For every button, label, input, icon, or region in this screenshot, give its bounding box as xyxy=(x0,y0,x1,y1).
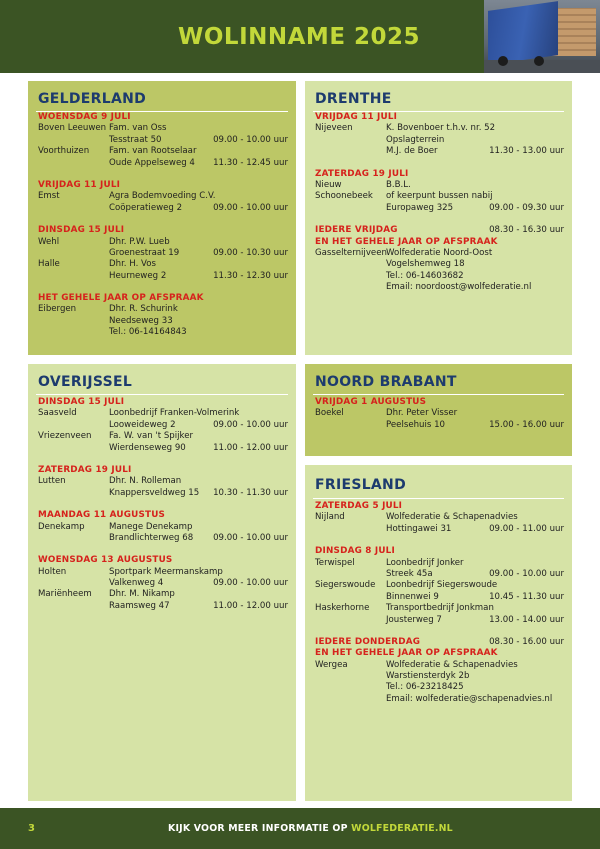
place-name: Wergea xyxy=(315,659,348,670)
address: Agra Bodemvoeding C.V. xyxy=(109,191,216,202)
place-name: Nieuw xyxy=(315,179,342,190)
day-header xyxy=(315,546,564,557)
list-item xyxy=(38,327,288,338)
address: Wierdenseweg 90 xyxy=(109,442,186,453)
day-header xyxy=(38,555,288,566)
collection-time: 09.00 - 10.00 uur xyxy=(489,568,564,579)
day-header xyxy=(315,637,564,648)
day-label: ZATERDAG 5 JULI xyxy=(315,501,403,511)
list-item xyxy=(38,237,288,248)
address: Loonbedrijf Siegerswoude xyxy=(386,580,498,591)
page-footer xyxy=(0,808,600,849)
address: Wolfederatie & Schapenadvies xyxy=(386,659,518,670)
address: Wolfederatie Noord-Oost xyxy=(386,247,493,258)
collection-time: 08.30 - 16.00 uur xyxy=(489,636,564,647)
list-item xyxy=(315,259,564,270)
list-item xyxy=(315,660,564,671)
day-label: VRIJDAG 11 JULI xyxy=(315,112,398,122)
address: Fa. W. van 't Spijker xyxy=(109,431,194,442)
list-item xyxy=(38,476,288,487)
website-link[interactable]: WOLFEDERATIE.NL xyxy=(351,823,453,834)
address: Fam. van Oss xyxy=(109,123,167,134)
day-label: ZATERDAG 19 JULI xyxy=(315,168,409,179)
place-name: Mariënheem xyxy=(38,589,92,600)
collection-time: 09.00 - 10.00 uur xyxy=(213,134,288,145)
address: Groenestraat 19 xyxy=(109,247,180,258)
list-item xyxy=(315,512,564,523)
list-item xyxy=(38,601,288,612)
truck-trailer xyxy=(488,1,558,65)
day-header xyxy=(315,397,564,408)
address: K. Bovenboer t.h.v. nr. 52 xyxy=(386,123,496,134)
region-title: NOORD BRABANT xyxy=(315,374,457,390)
spacer xyxy=(38,499,288,510)
address: Peelsehuis 10 xyxy=(386,419,446,430)
place-name: Denekamp xyxy=(38,521,85,532)
day-header xyxy=(38,180,288,191)
spacer xyxy=(38,544,288,555)
place-name: Holten xyxy=(38,566,67,577)
collection-time: 09.00 - 10.00 uur xyxy=(213,578,288,589)
collection-time: 09.00 - 10.00 uur xyxy=(213,202,288,213)
list-item xyxy=(38,304,288,315)
spacer xyxy=(38,169,288,180)
day-header xyxy=(315,648,564,659)
panel-gelderland xyxy=(28,81,296,355)
collection-time: 09.00 - 10.00 uur xyxy=(213,532,288,543)
list-item xyxy=(315,420,564,431)
divider xyxy=(313,394,564,395)
collection-time: 11.00 - 12.00 uur xyxy=(213,442,288,453)
list-item xyxy=(38,408,288,419)
address: Sportpark Meermanskamp xyxy=(109,566,223,577)
address: Tel.: 06-14164843 xyxy=(109,327,187,338)
address: Vogelshemweg 18 xyxy=(386,259,465,270)
address: Warstiensterdyk 2b xyxy=(386,671,470,682)
collection-time: 10.45 - 11.30 uur xyxy=(489,591,564,602)
region-title: FRIESLAND xyxy=(315,477,406,493)
day-header xyxy=(38,293,288,304)
place-name: Nijland xyxy=(315,512,345,523)
list-item xyxy=(315,603,564,614)
address: Tel.: 06-14603682 xyxy=(386,270,464,281)
address: Opslagterrein xyxy=(386,134,445,145)
spacer xyxy=(315,535,564,546)
day-label: ZATERDAG 19 JULI xyxy=(38,464,132,475)
address: Loonbedrijf Franken-Volmerink xyxy=(109,408,240,419)
collection-time: 10.30 - 11.30 uur xyxy=(213,487,288,498)
day-header xyxy=(38,112,288,123)
address: Tesstraat 50 xyxy=(109,134,162,145)
panel-drenthe xyxy=(305,81,572,355)
place-name: Boven Leeuwen xyxy=(38,123,107,134)
collection-time: 09.00 - 11.00 uur xyxy=(489,523,564,534)
region-schedule xyxy=(38,112,288,339)
list-item xyxy=(38,567,288,578)
place-name: Schoonebeek xyxy=(315,191,373,202)
list-item xyxy=(38,135,288,146)
list-item xyxy=(38,522,288,533)
list-item xyxy=(315,615,564,626)
day-label: VRIJDAG 11 JULI xyxy=(38,179,121,190)
day-header xyxy=(315,169,564,180)
place-name: Eibergen xyxy=(38,304,77,315)
spacer xyxy=(38,214,288,225)
address: Email: wolfederatie@schapenadvies.nl xyxy=(386,693,553,704)
day-label: DINSDAG 15 JULI xyxy=(38,225,125,236)
page-number: 3 xyxy=(28,823,35,834)
list-item xyxy=(38,578,288,589)
address: Coöperatieweg 2 xyxy=(109,202,183,213)
collection-time: 08.30 - 16.30 uur xyxy=(489,225,564,236)
address: Transportbedrijf Jonkman xyxy=(386,603,494,614)
place-name: Voorthuizen xyxy=(38,146,90,157)
list-item xyxy=(315,524,564,535)
address: Jousterweg 7 xyxy=(386,614,442,625)
region-title: OVERIJSSEL xyxy=(38,374,133,390)
footer-text xyxy=(168,823,453,834)
truck-photo xyxy=(484,0,600,73)
day-label: DINSDAG 8 JULI xyxy=(315,546,395,557)
list-item xyxy=(38,420,288,431)
list-item xyxy=(315,146,564,157)
day-header xyxy=(315,225,564,236)
spacer xyxy=(315,214,564,225)
address: Hottingawei 31 xyxy=(386,523,452,534)
address: Manege Denekamp xyxy=(109,521,193,532)
address: Dhr. Peter Visser xyxy=(386,408,458,419)
list-item xyxy=(38,146,288,157)
day-label: DINSDAG 15 JULI xyxy=(38,397,125,407)
list-item xyxy=(38,123,288,134)
address: Fam. van Rootselaar xyxy=(109,146,197,157)
address: Binnenwei 9 xyxy=(386,591,439,602)
list-item xyxy=(38,158,288,169)
list-item xyxy=(38,533,288,544)
page-header xyxy=(0,0,600,73)
list-item xyxy=(315,135,564,146)
spacer xyxy=(38,454,288,465)
address: Needseweg 33 xyxy=(109,315,173,326)
collection-time: 13.00 - 14.00 uur xyxy=(489,614,564,625)
list-item xyxy=(315,191,564,202)
collection-time: 09.00 - 10.30 uur xyxy=(213,247,288,258)
truck-wheel xyxy=(498,56,508,66)
address: Looweideweg 2 xyxy=(109,419,176,430)
list-item xyxy=(38,271,288,282)
list-item xyxy=(315,180,564,191)
list-item xyxy=(38,259,288,270)
place-name: Terwispel xyxy=(315,557,355,568)
address: Europaweg 325 xyxy=(386,202,454,213)
place-name: Lutten xyxy=(38,476,66,487)
day-header xyxy=(315,112,564,123)
panel-overijssel xyxy=(28,364,296,801)
footer-info-text: KIJK VOOR MEER INFORMATIE OP xyxy=(168,823,352,834)
address: Dhr. M. Nikamp xyxy=(109,589,175,600)
collection-time: 11.30 - 12.30 uur xyxy=(213,270,288,281)
list-item xyxy=(315,408,564,419)
region-schedule xyxy=(315,112,564,293)
address: of keerpunt bussen nabij xyxy=(386,191,493,202)
list-item xyxy=(38,443,288,454)
list-item xyxy=(315,580,564,591)
day-header xyxy=(315,237,564,248)
collection-time: 09.00 - 10.00 uur xyxy=(213,419,288,430)
divider xyxy=(313,498,564,499)
list-item xyxy=(38,203,288,214)
list-item xyxy=(38,316,288,327)
list-item xyxy=(38,248,288,259)
day-label: HET GEHELE JAAR OP AFSPRAAK xyxy=(38,293,204,304)
address: Wolfederatie & Schapenadvies xyxy=(386,512,518,523)
address: Streek 45a xyxy=(386,568,433,579)
place-name: Saasveld xyxy=(38,408,77,419)
collection-time: 15.00 - 16.00 uur xyxy=(489,419,564,430)
list-item xyxy=(315,671,564,682)
day-header xyxy=(38,510,288,521)
day-label: IEDERE VRIJDAG xyxy=(315,225,398,236)
address: Dhr. R. Schurink xyxy=(109,304,178,315)
list-item xyxy=(315,682,564,693)
region-title: GELDERLAND xyxy=(38,91,147,107)
address: Raamsweg 47 xyxy=(109,600,170,611)
list-item xyxy=(315,558,564,569)
panel-noord-brabant xyxy=(305,364,572,456)
spacer xyxy=(38,282,288,293)
address: Dhr. H. Vos xyxy=(109,259,156,270)
day-header xyxy=(38,397,288,408)
list-item xyxy=(315,203,564,214)
place-name: Boekel xyxy=(315,408,344,419)
list-item xyxy=(315,123,564,134)
region-title: DRENTHE xyxy=(315,91,392,107)
day-header xyxy=(38,225,288,236)
collection-time: 11.00 - 12.00 uur xyxy=(213,600,288,611)
panel-friesland xyxy=(305,465,572,801)
list-item xyxy=(315,569,564,580)
list-item xyxy=(315,282,564,293)
place-name: Halle xyxy=(38,259,60,270)
day-label: IEDERE DONDERDAG xyxy=(315,636,421,647)
day-label: EN HET GEHELE JAAR OP AFSPRAAK xyxy=(315,648,498,659)
list-item xyxy=(315,248,564,259)
divider xyxy=(36,394,288,395)
list-item xyxy=(38,488,288,499)
address: Valkenweg 4 xyxy=(109,578,164,589)
spacer xyxy=(315,158,564,169)
address: Knappersveldweg 15 xyxy=(109,487,200,498)
address: Tel.: 06-23218425 xyxy=(386,682,464,693)
day-label: VRIJDAG 1 AUGUSTUS xyxy=(315,397,427,407)
collection-time: 11.30 - 12.45 uur xyxy=(213,157,288,168)
address: Brandlichterweg 68 xyxy=(109,532,194,543)
place-name: Gasselternijveen xyxy=(315,247,387,258)
collection-time: 11.30 - 13.00 uur xyxy=(489,146,564,157)
place-name: Haskerhorne xyxy=(315,603,370,614)
day-header xyxy=(38,465,288,476)
address: Oude Appelseweg 4 xyxy=(109,157,195,168)
address: Email: noordoost@wolfederatie.nl xyxy=(386,282,532,293)
day-label: MAANDAG 11 AUGUSTUS xyxy=(38,510,166,521)
list-item xyxy=(38,589,288,600)
address: B.B.L. xyxy=(386,179,411,190)
day-header xyxy=(315,501,564,512)
day-label: WOENSDAG 13 AUGUSTUS xyxy=(38,555,173,566)
address: M.J. de Boer xyxy=(386,146,438,157)
list-item xyxy=(38,191,288,202)
place-name: Nijeveen xyxy=(315,123,353,134)
list-item xyxy=(315,592,564,603)
address: Dhr. N. Rolleman xyxy=(109,476,182,487)
day-label: WOENSDAG 9 JULI xyxy=(38,112,131,122)
place-name: Vriezenveen xyxy=(38,431,92,442)
truck-wheel xyxy=(534,56,544,66)
region-schedule xyxy=(38,397,288,612)
place-name: Emst xyxy=(38,191,60,202)
page-title: WOLINNAME 2025 xyxy=(178,24,421,50)
day-label: EN HET GEHELE JAAR OP AFSPRAAK xyxy=(315,236,498,247)
address: Loonbedrijf Jonker xyxy=(386,557,464,568)
address: Heurneweg 2 xyxy=(109,270,167,281)
list-item xyxy=(38,431,288,442)
place-name: Wehl xyxy=(38,236,60,247)
list-item xyxy=(315,694,564,705)
list-item xyxy=(315,271,564,282)
spacer xyxy=(315,626,564,637)
collection-time: 09.00 - 09.30 uur xyxy=(489,202,564,213)
address: Dhr. P.W. Lueb xyxy=(109,236,170,247)
place-name: Siegerswoude xyxy=(315,580,376,591)
region-schedule xyxy=(315,501,564,705)
region-schedule xyxy=(315,397,564,431)
